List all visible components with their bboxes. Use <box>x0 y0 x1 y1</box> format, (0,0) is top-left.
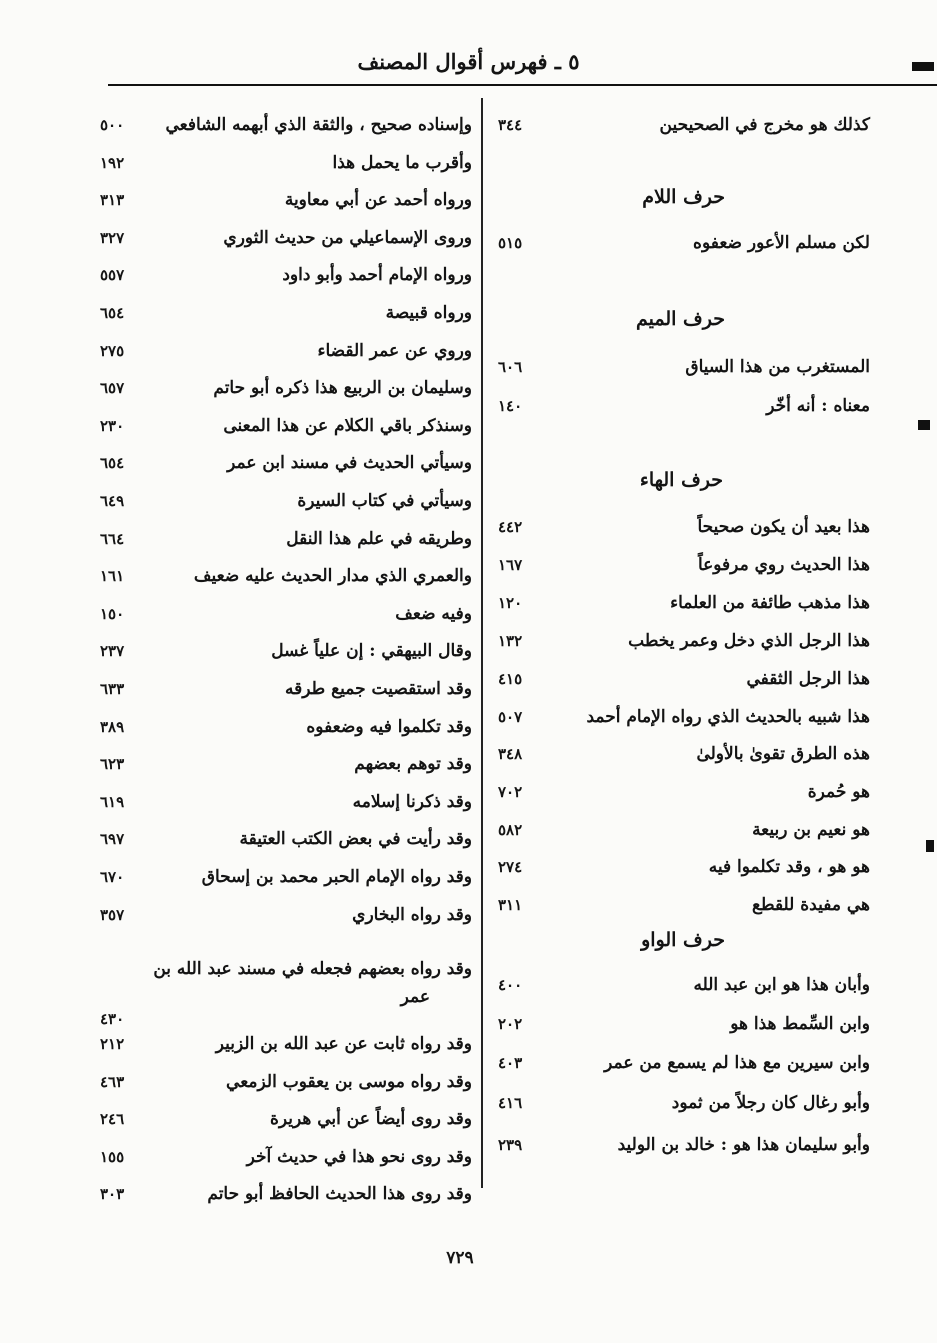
entry-text: وفيه ضعف <box>395 603 472 624</box>
index-entry <box>100 672 472 706</box>
entry-text: المستغرب من هذا السياق <box>685 357 870 377</box>
entry-page-number: ٦٥٧ <box>100 379 125 398</box>
index-entry <box>100 559 472 593</box>
entry-page-number: ٣٥٧ <box>100 905 125 924</box>
entry-text: وابن سيرين مع هذا لم يسمع من عمر <box>604 1053 870 1073</box>
entry-page-number: ٢٤٦ <box>100 1110 125 1128</box>
section-heading: حرف الميم <box>636 308 725 330</box>
entry-text: هو نعيم بن ربيعة <box>752 820 870 840</box>
entry-page-number: ٦٩٧ <box>100 830 125 849</box>
index-entry <box>100 634 472 668</box>
entry-page-number: ٦٤٩ <box>100 492 125 510</box>
index-entry <box>494 850 870 884</box>
entry-text: وسيأتي في كتاب السيرة <box>297 491 472 511</box>
index-entry <box>100 860 472 894</box>
margin-mark-lower <box>926 840 934 852</box>
entry-text: وقد روى نحو هذا في حديث آخر <box>246 1146 472 1167</box>
entry-text: وقد رواه الإمام الحبر محمد بن إسحاق <box>201 867 472 887</box>
entry-page-number: ٥٠٧ <box>498 708 523 726</box>
entry-page-number: ١٥٠ <box>100 604 125 623</box>
margin-mark-middle <box>918 420 930 430</box>
entry-page-number: ٤٤٢ <box>498 518 523 536</box>
entry-page-number: ٦٠٦ <box>498 358 523 376</box>
index-entry <box>100 710 472 744</box>
entry-page-number: ١٦٧ <box>498 556 523 574</box>
index-entry <box>494 624 870 658</box>
entry-page-number: ٤٠٣ <box>498 1054 523 1072</box>
entry-text: ورواه الإمام أحمد وأبو داود <box>282 265 472 286</box>
entry-text: وقد رواه بعضهم فجعله في مسند عبد الله بن <box>153 959 472 979</box>
entry-text: هذا الحديث روي مرفوعاً <box>697 555 870 575</box>
entry-text: هو هو ، وقد تكلموا فيه <box>708 857 870 877</box>
entry-text: ورواه قبيصة <box>385 303 472 323</box>
page-title: ٥ ـ فهرس أقوال المصنف <box>357 49 580 74</box>
entry-page-number: ٢١٢ <box>100 1035 125 1053</box>
entry-text: وسيأتي الحديث في مسند ابن عمر <box>227 453 472 474</box>
entry-text: وروى الإسماعيلي من حديث الثوري <box>223 227 472 248</box>
index-entry <box>494 1086 870 1120</box>
entry-text: وقد رواه ثابت عن عبد الله بن الزبير <box>215 1034 472 1054</box>
entry-page-number: ٣٠٣ <box>100 1185 125 1203</box>
entry-text: وقد ذكرنا إسلامه <box>352 791 472 812</box>
entry-text: هذا شبيه بالحديث الذي رواه الإمام أحمد <box>586 707 870 727</box>
index-entry <box>494 1046 870 1080</box>
index-entry <box>494 888 870 922</box>
entry-page-number: ٣٨٩ <box>100 717 125 736</box>
index-entry <box>494 1128 870 1162</box>
entry-text: وأبان هذا هو ابن عبد الله <box>693 975 870 995</box>
index-entry <box>100 183 472 217</box>
entry-page-number: ٢٠٢ <box>498 1015 523 1033</box>
index-entry <box>494 389 870 423</box>
index-entry <box>494 586 870 620</box>
margin-mark-top <box>912 62 934 71</box>
entry-page-number: ٢٧٤ <box>498 858 523 876</box>
entry-page-number: ٦٢٣ <box>100 755 125 774</box>
entry-text: هذا الرجل الذي دخل وعمر يخطب <box>628 631 870 651</box>
index-entry <box>494 548 870 582</box>
entry-text: هي مفيدة للقطع <box>751 895 870 915</box>
entry-page-number: ٦٣٣ <box>100 680 125 698</box>
entry-page-number: ٧٠٢ <box>498 783 523 801</box>
index-entry <box>494 813 870 847</box>
entry-page-number: ٢٧٥ <box>100 341 125 360</box>
entry-page-number: ١٤٠ <box>498 397 523 415</box>
index-entry <box>100 108 472 142</box>
entry-page-number: ١٥٥ <box>100 1147 125 1166</box>
entry-page-number: ٢٣٧ <box>100 642 125 661</box>
entry-page-number: ٣٤٤ <box>498 116 523 134</box>
page-number: ٧٢٩ <box>446 1248 474 1268</box>
entry-page-number: ١٩٢ <box>100 153 125 172</box>
section-heading: حرف الهاء <box>639 469 723 491</box>
index-entry <box>100 409 472 443</box>
entry-text: وطريقه في علم هذا النقل <box>286 528 472 549</box>
index-entry <box>100 1177 472 1211</box>
index-entry <box>100 296 472 330</box>
index-entry <box>100 1140 472 1174</box>
entry-text: وأبو رغال كان رجلاً من ثمود <box>671 1093 870 1113</box>
entry-page-number: ٥٠٠ <box>100 116 125 134</box>
entry-text: وابن السِّمط هذا هو <box>730 1014 870 1034</box>
entry-text: وقد رأيت في بعض الكتب العتيقة <box>239 829 472 850</box>
index-entry <box>100 484 472 518</box>
entry-page-number: ١٣٢ <box>498 632 523 650</box>
entry-text: وأبو سليمان هذا هو : خالد بن الوليد <box>617 1135 870 1155</box>
entry-text: وسليمان بن الربيع هذا ذكره أبو حاتم <box>213 378 472 399</box>
index-entry <box>494 510 870 544</box>
entry-page-number: ٤٦٣ <box>100 1072 125 1091</box>
entry-text: وقد روى أيضاً عن أبي هريرة <box>269 1109 472 1129</box>
index-entry <box>100 1065 472 1099</box>
entry-page-number: ٤٣٠ <box>100 1010 125 1028</box>
entry-page-number: ٦٦٤ <box>100 529 125 548</box>
index-entry <box>100 221 472 255</box>
entry-page-number: ٦٧٠ <box>100 868 125 886</box>
entry-page-number: ١٢٠ <box>498 594 523 612</box>
entry-page-number: ٦٥٤ <box>100 454 125 473</box>
index-entry <box>494 700 870 734</box>
section-heading: حرف اللام <box>642 186 725 208</box>
entry-page-number: ٤٠٠ <box>498 976 523 994</box>
index-entry <box>100 597 472 631</box>
entry-text: هذا مذهب طائفة من العلماء <box>670 593 870 613</box>
index-entry <box>494 108 870 142</box>
section-heading: حرف الواو <box>641 929 725 951</box>
entry-text: هذا بعيد أن يكون صحيحاً <box>697 517 870 537</box>
index-entry <box>100 522 472 556</box>
entry-text: وقال البيهقي : إن علياً غسل <box>271 641 472 662</box>
entry-text: هو حُمرة <box>807 782 870 802</box>
entry-page-number: ٥١٥ <box>498 234 523 252</box>
column-divider <box>481 98 483 1188</box>
entry-page-number: ١٦١ <box>100 567 125 586</box>
entry-page-number: ٢٣٠ <box>100 416 125 435</box>
entry-text: لكن مسلم الأعور ضعفوه <box>693 233 870 253</box>
entry-text: وروي عن عمر القضاء <box>317 340 472 361</box>
index-entry <box>100 334 472 368</box>
entry-page-number: ٣١١ <box>498 896 523 914</box>
index-entry <box>494 350 870 384</box>
entry-page-number: ٥٥٧ <box>100 266 125 285</box>
entry-text: معناه : أنه أخّر <box>766 396 870 416</box>
entry-text: وقد رواه موسى بن يعقوب الزمعي <box>226 1071 472 1092</box>
entry-text: وسنذكر باقي الكلام عن هذا المعنى <box>223 415 472 436</box>
entry-text: ورواه أحمد عن أبي معاوية <box>284 190 472 211</box>
entry-page-number: ٦١٩ <box>100 792 125 811</box>
entry-text: كذلك هو مخرج في الصحيحين <box>659 115 870 135</box>
entry-page-number: ٥٨٢ <box>498 821 523 839</box>
entry-text: والعمري الذي مدار الحديث عليه ضعيف <box>193 566 472 587</box>
index-entry <box>494 775 870 809</box>
index-entry <box>100 146 472 180</box>
entry-page-number: ٢٣٩ <box>498 1136 523 1154</box>
entry-text: وقد روى هذا الحديث الحافظ أبو حاتم <box>207 1184 472 1204</box>
index-entry <box>494 737 870 771</box>
index-entry <box>100 785 472 819</box>
entry-text-continued: عمر <box>400 987 430 1007</box>
entry-page-number: ٣١٣ <box>100 191 125 210</box>
entry-text: وقد رواه البخاري <box>352 904 472 925</box>
entry-page-number: ٤١٦ <box>498 1094 523 1112</box>
index-entry <box>100 371 472 405</box>
index-entry <box>494 968 870 1002</box>
index-entry <box>100 258 472 292</box>
index-entry <box>100 822 472 856</box>
entry-text: وقد تكلموا فيه وضعفوه <box>306 716 472 737</box>
entry-text: وقد استقصيت جميع طرقه <box>285 679 472 699</box>
index-entry <box>100 898 472 932</box>
entry-page-number: ٦٥٤ <box>100 304 125 322</box>
index-entry <box>494 662 870 696</box>
index-entry <box>100 747 472 781</box>
entry-text: هذا الرجل الثقفي <box>746 669 870 689</box>
entry-text: وإسناده صحيح ، والثقة الذي أبهمه الشافعي <box>165 115 472 135</box>
index-entry <box>494 1007 870 1041</box>
entry-page-number: ٣٢٧ <box>100 228 125 247</box>
index-entry <box>100 1027 472 1061</box>
index-entry <box>100 1102 472 1136</box>
entry-text: وقد توهم بعضهم <box>354 754 472 775</box>
entry-text: وأقرب ما يحمل هذا <box>332 152 472 173</box>
header-rule <box>108 84 937 86</box>
entry-page-number: ٤١٥ <box>498 670 523 688</box>
index-entry <box>494 226 870 260</box>
index-entry <box>100 446 472 480</box>
entry-page-number: ٣٤٨ <box>498 745 523 763</box>
entry-text: هذه الطرق تقوىٰ بالأولىٰ <box>696 744 870 764</box>
